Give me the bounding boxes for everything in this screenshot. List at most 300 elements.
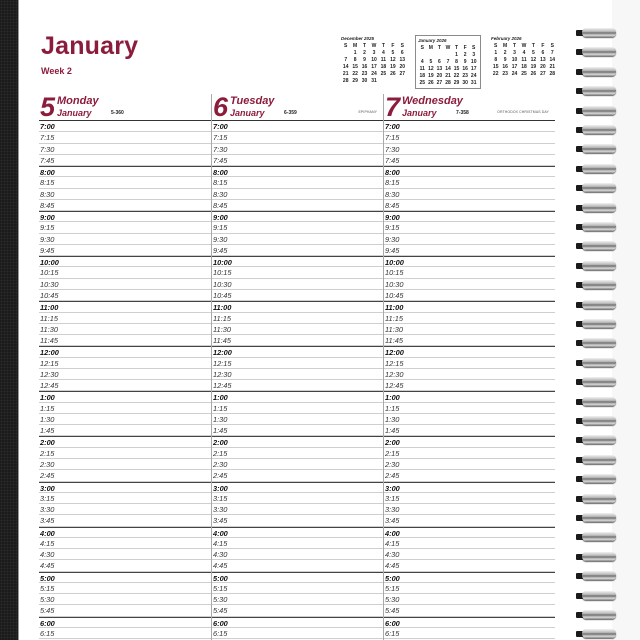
time-slot[interactable]: 3:15 <box>39 493 211 504</box>
time-slot[interactable]: 8:00 <box>39 166 211 177</box>
mini-calendar-day: 19 <box>530 64 537 70</box>
time-slot[interactable]: 12:15 <box>212 358 383 369</box>
mini-calendar-day: 12 <box>390 57 396 63</box>
time-slot[interactable]: 2:00 <box>39 436 211 447</box>
day-column-tuesday <box>211 94 383 640</box>
mini-calendar-day: 26 <box>428 80 434 86</box>
time-slot[interactable]: 2:45 <box>212 470 383 481</box>
month-title: January <box>41 32 139 60</box>
mini-calendar-day: 27 <box>399 71 406 77</box>
time-slot[interactable]: 3:30 <box>384 504 555 515</box>
time-slot[interactable]: 7:15 <box>384 132 555 143</box>
mini-calendar-weekday: F <box>391 43 395 49</box>
mini-calendar-weekday: M <box>503 43 508 49</box>
time-slot[interactable]: 9:30 <box>39 234 211 245</box>
time-slot[interactable]: 12:15 <box>384 358 555 369</box>
time-slot[interactable]: 12:30 <box>212 369 383 380</box>
time-slot[interactable]: 7:45 <box>39 155 211 166</box>
time-slot[interactable]: 2:15 <box>212 448 383 459</box>
time-slot[interactable]: 11:45 <box>212 335 383 346</box>
time-slot[interactable]: 11:30 <box>212 324 383 335</box>
time-slot[interactable]: 2:45 <box>39 470 211 481</box>
mini-calendar-day: 30 <box>462 80 468 86</box>
spiral-ring <box>574 47 614 57</box>
spiral-ring <box>574 300 614 310</box>
mini-calendar-day: 5 <box>391 50 395 56</box>
time-slot[interactable]: 4:15 <box>39 538 211 549</box>
time-slot[interactable]: 12:00 <box>212 346 383 357</box>
time-slot[interactable]: 1:15 <box>384 403 555 414</box>
time-slot[interactable]: 11:45 <box>384 335 555 346</box>
spiral-ring <box>574 629 614 639</box>
mini-calendar-day: 10 <box>470 59 477 65</box>
time-slot[interactable]: 8:15 <box>39 177 211 188</box>
time-slot[interactable]: 2:15 <box>384 448 555 459</box>
spiral-ring <box>574 435 614 445</box>
mini-calendar-day: 4 <box>522 50 526 56</box>
time-slot[interactable]: 8:15 <box>212 177 383 188</box>
time-slot[interactable]: 4:00 <box>384 527 555 538</box>
time-slot[interactable]: 12:00 <box>39 346 211 357</box>
mini-calendar-day: 26 <box>530 71 537 77</box>
mini-calendar-day: 1 <box>455 52 458 58</box>
spiral-ring <box>574 532 614 542</box>
time-slot[interactable]: 5:45 <box>384 605 555 616</box>
time-slot[interactable]: 10:30 <box>212 279 383 290</box>
day-count: 6-359 <box>284 110 297 116</box>
day-name: Wednesday <box>402 95 463 107</box>
mini-calendar-day: 15 <box>352 64 358 70</box>
spiral-wire <box>582 203 616 212</box>
day-header <box>212 94 383 121</box>
spiral-wire <box>582 591 616 600</box>
time-slot[interactable]: 1:45 <box>384 425 555 436</box>
time-slot[interactable]: 9:15 <box>384 222 555 233</box>
mini-calendar-weekday: F <box>541 43 545 49</box>
mini-calendar-day: 14 <box>445 66 451 72</box>
spiral-wire <box>582 377 616 386</box>
spiral-ring <box>574 571 614 581</box>
mini-calendar-weekday: M <box>428 45 433 51</box>
time-slot[interactable]: 12:30 <box>384 369 555 380</box>
day-count: 5-360 <box>111 110 124 116</box>
day-count: 7-358 <box>456 110 469 116</box>
time-slot[interactable]: 11:00 <box>39 301 211 312</box>
mini-calendar-day: 8 <box>494 57 498 63</box>
spiral-wire <box>582 47 616 56</box>
time-slot[interactable]: 7:30 <box>212 144 383 155</box>
time-slot[interactable]: 7:15 <box>212 132 383 143</box>
mini-calendar-weekdays <box>341 43 407 50</box>
mini-calendar-day: 31 <box>470 80 477 86</box>
mini-calendar-day: 7 <box>550 50 554 56</box>
mini-calendar-day: 23 <box>462 73 468 79</box>
time-slot[interactable]: 11:30 <box>384 324 555 335</box>
time-slot[interactable]: 1:00 <box>212 391 383 402</box>
time-slot[interactable]: 5:00 <box>39 572 211 583</box>
time-slot[interactable]: 9:15 <box>212 222 383 233</box>
day-name: Tuesday <box>230 95 275 107</box>
spiral-ring <box>574 319 614 329</box>
spiral-ring <box>574 494 614 504</box>
time-slot[interactable]: 10:15 <box>212 267 383 278</box>
spiral-ring <box>574 358 614 368</box>
time-slot[interactable]: 9:00 <box>384 211 555 222</box>
mini-calendar-day: 3 <box>372 50 376 56</box>
mini-calendar-day: 25 <box>419 80 426 86</box>
time-slot[interactable]: 11:30 <box>39 324 211 335</box>
mini-calendar-day: 8 <box>353 57 357 63</box>
time-slot[interactable]: 9:45 <box>384 245 555 256</box>
time-slot[interactable]: 10:00 <box>212 256 383 267</box>
mini-calendar-day: 3 <box>513 50 516 56</box>
time-slot[interactable]: 10:00 <box>384 256 555 267</box>
time-slot[interactable]: 11:45 <box>39 335 211 346</box>
time-slot[interactable]: 3:00 <box>384 482 555 493</box>
spiral-wire <box>582 532 616 541</box>
time-slot[interactable]: 10:15 <box>384 267 555 278</box>
mini-calendar-day: 20 <box>540 64 546 70</box>
day-month: January <box>230 108 265 118</box>
day-note: ORTHODOX CHRISTMAS DAY <box>497 110 549 114</box>
spiral-ring <box>574 591 614 601</box>
time-slot[interactable]: 3:45 <box>212 515 383 526</box>
mini-calendar-day: 27 <box>436 80 443 86</box>
mini-calendar-day <box>388 78 397 85</box>
mini-calendar-weekday: M <box>353 43 358 49</box>
spiral-ring <box>574 455 614 465</box>
time-slot[interactable]: 12:45 <box>212 380 383 391</box>
spiral-wire <box>582 416 616 425</box>
spiral-ring <box>574 377 614 387</box>
day-number: 6 <box>213 92 229 122</box>
time-slot[interactable]: 2:30 <box>39 459 211 470</box>
time-slot[interactable]: 6:15 <box>212 628 383 639</box>
mini-calendar-day <box>418 52 427 59</box>
mini-calendar-day: 6 <box>400 50 404 56</box>
time-slot[interactable]: 8:30 <box>212 189 383 200</box>
time-slot[interactable]: 1:00 <box>384 391 555 402</box>
time-slot[interactable]: 1:45 <box>212 425 383 436</box>
day-columns <box>39 94 575 640</box>
mini-calendar-title: February 2026 <box>491 36 522 41</box>
time-slot[interactable]: 10:00 <box>39 256 211 267</box>
mini-calendar-february <box>491 35 557 78</box>
mini-calendar-day: 9 <box>463 59 467 65</box>
day-month: January <box>402 108 437 118</box>
mini-calendar-weekday: T <box>381 43 385 49</box>
mini-calendar-day: 30 <box>361 78 368 84</box>
time-slot[interactable]: 12:45 <box>384 380 555 391</box>
spiral-wire <box>582 571 616 580</box>
time-slot[interactable]: 4:45 <box>39 560 211 571</box>
mini-calendar-day: 23 <box>502 71 508 77</box>
mini-calendar-day <box>341 50 350 57</box>
time-slot[interactable]: 8:00 <box>212 166 383 177</box>
time-slot[interactable]: 3:00 <box>39 482 211 493</box>
mini-calendar-day: 25 <box>521 71 527 77</box>
spiral-wire <box>582 261 616 270</box>
time-slot[interactable]: 8:30 <box>39 189 211 200</box>
mini-calendar-day <box>444 52 453 59</box>
mini-calendar-day: 12 <box>428 66 434 72</box>
time-slot[interactable]: 3:00 <box>212 482 383 493</box>
mini-calendar-day: 24 <box>371 71 377 77</box>
spiral-ring <box>574 338 614 348</box>
spiral-ring <box>574 474 614 484</box>
time-slot[interactable]: 3:45 <box>384 515 555 526</box>
time-slot[interactable]: 4:15 <box>212 538 383 549</box>
week-label: Week 2 <box>41 66 72 76</box>
spiral-ring <box>574 144 614 154</box>
time-slot[interactable]: 9:45 <box>212 245 383 256</box>
day-number: 7 <box>385 92 401 122</box>
mini-calendar-day: 2 <box>363 50 366 56</box>
mini-calendar-weekday: T <box>531 43 535 49</box>
mini-calendar-day: 14 <box>342 64 349 70</box>
mini-calendar-day: 24 <box>470 73 477 79</box>
time-slot[interactable]: 1:00 <box>39 391 211 402</box>
mini-calendar-weekday: S <box>420 45 424 51</box>
spiral-wire <box>582 183 616 192</box>
mini-calendar-day: 26 <box>390 71 396 77</box>
time-slot[interactable]: 2:30 <box>212 459 383 470</box>
time-slot[interactable]: 5:30 <box>212 594 383 605</box>
time-slot[interactable]: 9:00 <box>212 211 383 222</box>
mini-calendar-weekday: T <box>437 45 441 51</box>
mini-calendar-day <box>379 78 388 85</box>
mini-calendar-day: 24 <box>511 71 518 77</box>
mini-calendar-day <box>435 52 444 59</box>
time-slot[interactable]: 9:30 <box>212 234 383 245</box>
time-slot[interactable]: 5:00 <box>212 572 383 583</box>
time-slot[interactable]: 11:00 <box>212 301 383 312</box>
mini-calendar-day: 19 <box>390 64 396 70</box>
time-slots <box>212 121 383 639</box>
time-slot[interactable]: 11:15 <box>212 313 383 324</box>
time-slot[interactable]: 7:15 <box>39 132 211 143</box>
time-slot[interactable]: 2:00 <box>212 436 383 447</box>
time-slot[interactable]: 1:30 <box>39 414 211 425</box>
time-slot[interactable]: 12:30 <box>39 369 211 380</box>
spiral-ring <box>574 397 614 407</box>
spiral-wire <box>582 513 616 522</box>
spiral-wire <box>582 164 616 173</box>
mini-calendar-day: 13 <box>399 57 406 63</box>
mini-calendar-day <box>398 78 407 85</box>
mini-calendar-day: 11 <box>521 57 527 63</box>
day-note: EPIPHANY <box>358 110 377 114</box>
spiral-wire <box>582 86 616 95</box>
mini-calendar-weekday: T <box>455 45 459 51</box>
spiral-ring <box>574 513 614 523</box>
time-slot[interactable]: 4:00 <box>39 527 211 538</box>
mini-calendar-day: 5 <box>429 59 433 65</box>
mini-calendar-day: 29 <box>453 80 460 86</box>
time-slot[interactable]: 5:45 <box>212 605 383 616</box>
mini-calendar-december <box>341 35 407 85</box>
time-slot[interactable]: 9:45 <box>39 245 211 256</box>
mini-calendar-day: 21 <box>549 64 556 70</box>
time-slot[interactable]: 11:15 <box>384 313 555 324</box>
spiral-ring <box>574 86 614 96</box>
mini-calendar-day: 4 <box>382 50 385 56</box>
spiral-ring <box>574 67 614 77</box>
spiral-ring <box>574 261 614 271</box>
time-slot[interactable]: 2:45 <box>384 470 555 481</box>
spiral-binding <box>574 0 640 640</box>
time-slot[interactable]: 2:15 <box>39 448 211 459</box>
spiral-wire <box>582 144 616 153</box>
time-slot[interactable]: 3:45 <box>39 515 211 526</box>
time-slot[interactable]: 7:30 <box>384 144 555 155</box>
time-slot[interactable]: 11:00 <box>384 301 555 312</box>
time-slot[interactable]: 4:30 <box>384 549 555 560</box>
time-slot[interactable]: 10:15 <box>39 267 211 278</box>
time-slot[interactable]: 6:00 <box>39 617 211 628</box>
time-slot[interactable]: 6:00 <box>384 617 555 628</box>
mini-calendar-day: 16 <box>462 66 468 72</box>
mini-calendar-weekdays <box>491 43 557 50</box>
time-slot[interactable]: 8:00 <box>384 166 555 177</box>
time-slot[interactable]: 1:15 <box>212 403 383 414</box>
mini-calendar-day: 1 <box>494 50 498 56</box>
time-slot[interactable]: 1:45 <box>39 425 211 436</box>
spiral-wire <box>582 222 616 231</box>
spiral-ring <box>574 106 614 116</box>
time-slot[interactable]: 6:00 <box>212 617 383 628</box>
spiral-ring <box>574 610 614 620</box>
time-slot[interactable]: 8:45 <box>212 200 383 211</box>
time-slot[interactable]: 10:45 <box>384 290 555 301</box>
time-slot[interactable]: 10:45 <box>212 290 383 301</box>
spiral-ring <box>574 203 614 213</box>
time-slot[interactable]: 4:00 <box>212 527 383 538</box>
spiral-ring <box>574 241 614 251</box>
spiral-wire <box>582 280 616 289</box>
mini-calendar-day: 31 <box>371 78 377 84</box>
time-slot[interactable]: 10:30 <box>39 279 211 290</box>
time-slot[interactable]: 7:00 <box>384 121 555 132</box>
mini-calendar-day: 15 <box>492 64 499 70</box>
time-slot[interactable]: 3:30 <box>212 504 383 515</box>
spiral-wire <box>582 67 616 76</box>
spiral-ring <box>574 164 614 174</box>
time-slot[interactable]: 12:00 <box>384 346 555 357</box>
time-slot[interactable]: 3:15 <box>384 493 555 504</box>
mini-calendar-day: 21 <box>342 71 349 77</box>
mini-calendar-day: 22 <box>492 71 499 77</box>
time-slot[interactable]: 7:45 <box>384 155 555 166</box>
time-slot[interactable]: 4:30 <box>39 549 211 560</box>
mini-calendar-weekday: T <box>513 43 517 49</box>
day-header <box>39 94 211 121</box>
mini-calendar-day: 1 <box>353 50 357 56</box>
time-slot[interactable]: 5:30 <box>384 594 555 605</box>
time-slot[interactable]: 5:45 <box>39 605 211 616</box>
mini-calendar-day: 10 <box>371 57 377 63</box>
day-number: 5 <box>40 92 56 122</box>
time-slot[interactable]: 4:45 <box>384 560 555 571</box>
time-slot[interactable]: 6:15 <box>39 628 211 639</box>
planner-page <box>18 0 610 640</box>
time-slot[interactable]: 2:00 <box>384 436 555 447</box>
time-slot[interactable]: 1:30 <box>384 414 555 425</box>
mini-calendar-day: 28 <box>445 80 451 86</box>
mini-calendar-weekday: S <box>550 43 554 49</box>
time-slot[interactable]: 5:15 <box>212 583 383 594</box>
mini-calendar-day <box>427 52 436 59</box>
time-slot[interactable]: 4:45 <box>212 560 383 571</box>
mini-calendar-day: 2 <box>503 50 507 56</box>
spiral-wire <box>582 106 616 115</box>
mini-calendar-days <box>418 52 478 87</box>
mini-calendar-january <box>415 35 481 89</box>
mini-calendar-day: 22 <box>352 71 358 77</box>
time-slot[interactable]: 11:15 <box>39 313 211 324</box>
spiral-wire <box>582 300 616 309</box>
time-slot[interactable]: 9:15 <box>39 222 211 233</box>
mini-calendar-day: 6 <box>541 50 545 56</box>
mini-calendar-day: 13 <box>540 57 546 63</box>
time-slot[interactable]: 5:30 <box>39 594 211 605</box>
time-slot[interactable]: 4:30 <box>212 549 383 560</box>
time-slot[interactable]: 1:30 <box>212 414 383 425</box>
time-slot[interactable]: 8:45 <box>384 200 555 211</box>
mini-calendar-weekday: S <box>344 43 348 49</box>
mini-calendar-day: 9 <box>503 57 507 63</box>
mini-calendar-day: 21 <box>445 73 451 79</box>
time-slot[interactable]: 9:30 <box>384 234 555 245</box>
time-slot[interactable]: 12:45 <box>39 380 211 391</box>
time-slot[interactable]: 8:15 <box>384 177 555 188</box>
spiral-ring <box>574 125 614 135</box>
time-slot[interactable]: 1:15 <box>39 403 211 414</box>
time-slot[interactable]: 10:45 <box>39 290 211 301</box>
time-slot[interactable]: 5:15 <box>39 583 211 594</box>
mini-calendar-day: 29 <box>352 78 358 84</box>
time-slot[interactable]: 9:00 <box>39 211 211 222</box>
time-slot[interactable]: 5:00 <box>384 572 555 583</box>
time-slot[interactable]: 10:30 <box>384 279 555 290</box>
spiral-ring <box>574 28 614 38</box>
time-slot[interactable]: 3:15 <box>212 493 383 504</box>
spiral-wire <box>582 397 616 406</box>
time-slot[interactable]: 7:00 <box>212 121 383 132</box>
time-slot[interactable]: 12:15 <box>39 358 211 369</box>
time-slot[interactable]: 3:30 <box>39 504 211 515</box>
mini-calendar-day: 3 <box>472 52 476 58</box>
time-slot[interactable]: 7:00 <box>39 121 211 132</box>
time-slot[interactable]: 8:30 <box>384 189 555 200</box>
spiral-wire <box>582 494 616 503</box>
time-slot[interactable]: 6:15 <box>384 628 555 639</box>
spiral-wire <box>582 552 616 561</box>
time-slot[interactable]: 4:15 <box>384 538 555 549</box>
time-slot[interactable]: 8:45 <box>39 200 211 211</box>
mini-calendar-day: 27 <box>540 71 546 77</box>
time-slots <box>384 121 555 639</box>
time-slot[interactable]: 7:30 <box>39 144 211 155</box>
mini-calendar-day: 18 <box>419 73 426 79</box>
mini-calendar-day: 23 <box>361 71 368 77</box>
time-slot[interactable]: 7:45 <box>212 155 383 166</box>
time-slot[interactable]: 5:15 <box>384 583 555 594</box>
mini-calendar-day: 25 <box>380 71 387 77</box>
spiral-ring <box>574 280 614 290</box>
time-slot[interactable]: 2:30 <box>384 459 555 470</box>
mini-calendar-day: 16 <box>361 64 368 70</box>
